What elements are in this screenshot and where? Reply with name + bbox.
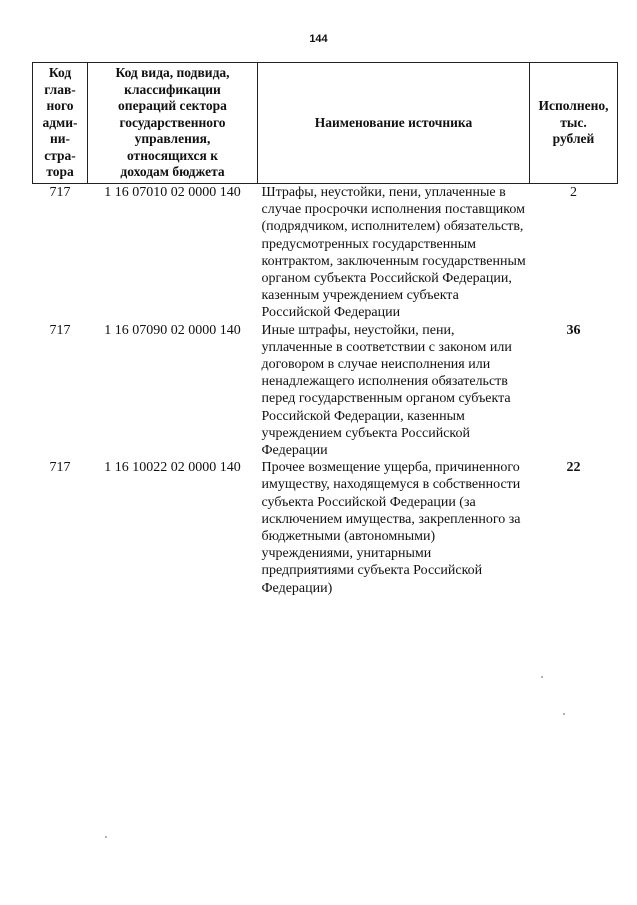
row-classification-code: 1 16 07010 02 0000 140 bbox=[104, 185, 241, 200]
page-number: 144 bbox=[309, 33, 328, 45]
header-source-name: Наименование источника bbox=[258, 63, 530, 184]
row-source-name: Штрафы, неустойки, пени, уплаченные в случае просрочки исполнения поставщиком (подрядчиком, исполнителем) обязательств, предусмотренных государственным контрактом, заключенным государственным органом субъекта Российской Федерации, казенным учреждением субъекта Российской Федерации bbox=[261, 185, 526, 321]
row-classification-code: 1 16 10022 02 0000 140 bbox=[104, 460, 241, 476]
scan-speck bbox=[563, 713, 565, 715]
header-executed-amount: Исполнено, тыс. рублей bbox=[530, 63, 618, 184]
row-admin-code: 717 bbox=[49, 185, 71, 200]
row-source-name: Прочее возмещение ущерба, причиненного имуществу, находящемуся в собственности субъекта Российской Федерации (за исключением имущества, закрепленного за бюджетными (автономными) учреждениями, унитарными предприятиями субъекта Российской Федерации) bbox=[261, 460, 521, 596]
row-executed-amount: 36 bbox=[566, 322, 581, 338]
scan-speck bbox=[541, 676, 543, 678]
table-row bbox=[33, 322, 618, 460]
row-admin-code: 717 bbox=[49, 460, 71, 476]
budget-revenue-table bbox=[32, 62, 618, 597]
table-row bbox=[33, 459, 618, 597]
header-admin-code: Код глав- ного адми- ни- стра- тора bbox=[33, 63, 88, 184]
table-header-row bbox=[33, 63, 618, 184]
table-row bbox=[33, 184, 618, 322]
row-admin-code: 717 bbox=[49, 322, 71, 338]
header-classification-code: Код вида, подвида, классификации операций сектора государственного управления, относящихся к доходам бюджета bbox=[88, 63, 258, 184]
row-executed-amount: 22 bbox=[566, 460, 581, 476]
row-source-name: Иные штрафы, неустойки, пени, уплаченные в соответствии с законом или договором в случае неисполнения или ненадлежащего исполнения обязательств перед государственным органом субъекта Российской Федерации, казенным учреждением субъекта Российской Федерации bbox=[261, 322, 512, 459]
row-executed-amount: 2 bbox=[570, 185, 577, 200]
scan-speck bbox=[105, 836, 107, 838]
row-classification-code: 1 16 07090 02 0000 140 bbox=[104, 322, 241, 338]
